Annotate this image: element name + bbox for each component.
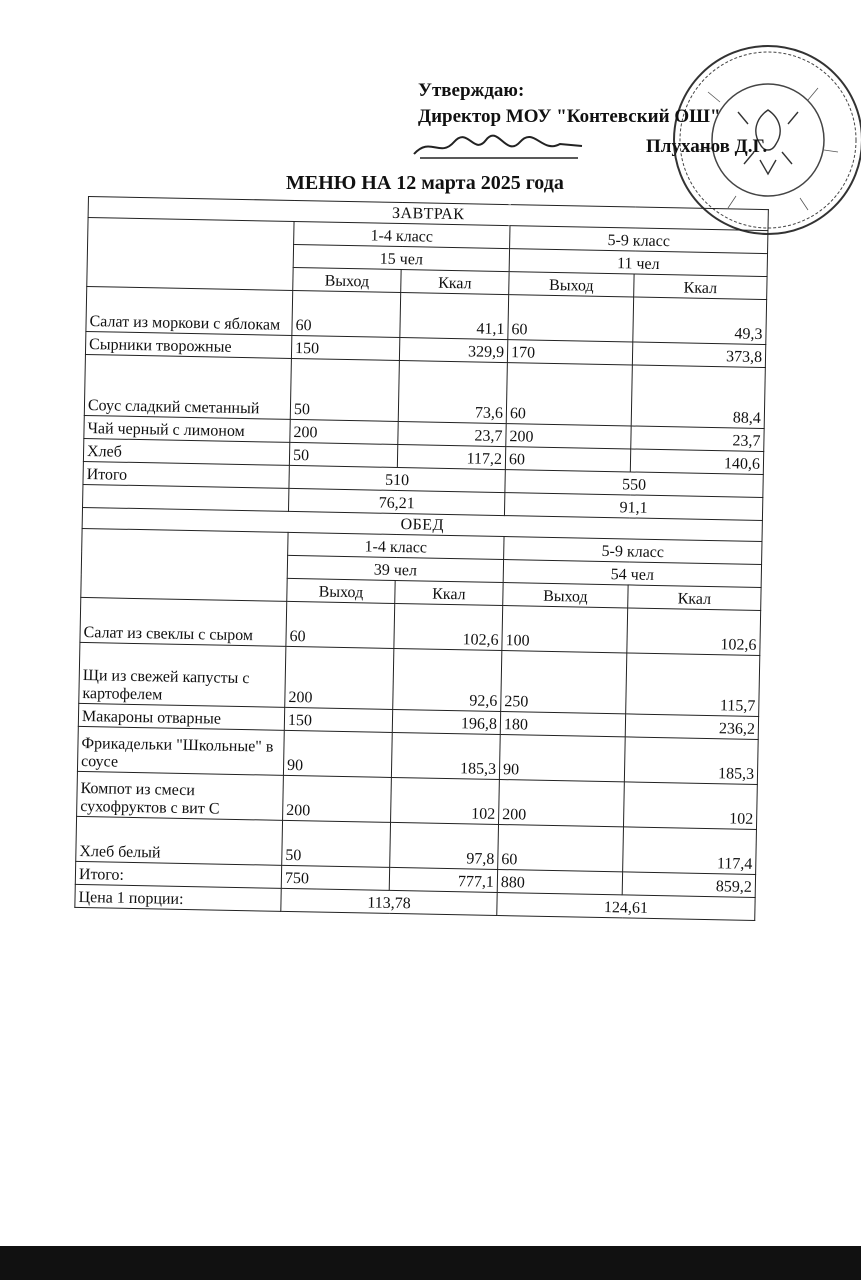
kcal-value: 92,6	[393, 648, 502, 711]
lunch-group2-label: 5-9 класс	[504, 537, 762, 565]
total-kcal: 777,1	[389, 867, 497, 892]
dish-name: Щи из свежей капусты с картофелем	[79, 642, 286, 707]
kcal-value: 102	[391, 777, 500, 824]
output-value: 100	[502, 606, 628, 653]
output-value: 200	[285, 646, 394, 709]
kcal-value: 373,8	[632, 342, 765, 368]
approver-name: Плуханов Д.Г.	[646, 136, 768, 157]
kcal-value: 23,7	[398, 421, 506, 446]
output-value: 180	[500, 712, 625, 737]
output-value: 60	[506, 363, 632, 426]
output-value: 200	[499, 780, 625, 827]
output-value: 250	[501, 651, 627, 714]
kcal-value: 185,3	[624, 737, 758, 785]
header-blank	[87, 218, 294, 291]
scan-edge-bar	[0, 1246, 861, 1280]
total-output: 750	[281, 865, 389, 890]
dish-name: Хлеб	[83, 438, 289, 465]
kcal-value: 102,6	[394, 603, 503, 650]
output-value: 200	[506, 424, 631, 449]
approver-position: Директор МОУ "Контевский ОШ"	[418, 106, 721, 127]
kcal-value: 102	[623, 782, 757, 830]
col-kcal: Ккал	[628, 585, 761, 611]
price-value: 113,78	[281, 888, 497, 915]
breakfast-heading: ЗАВТРАК	[88, 197, 768, 231]
kcal-value: 236,2	[625, 714, 758, 740]
kcal-value: 117,4	[623, 827, 757, 875]
breakfast-table	[74, 196, 769, 921]
output-value: 90	[283, 730, 392, 777]
lunch-group1-label: 1-4 класс	[288, 532, 504, 559]
breakfast-group2-label: 5-9 класс	[510, 226, 768, 254]
col-kcal: Ккал	[395, 580, 503, 605]
breakfast-group2-count: 11 чел	[509, 249, 767, 277]
price-value: 76,21	[288, 488, 504, 515]
dish-name: Салат из свеклы с сыром	[80, 597, 287, 646]
output-value: 170	[507, 340, 632, 365]
menu-document	[74, 196, 768, 921]
price-label: Цена 1 порции:	[75, 884, 281, 911]
dish-name: Сырники творожные	[85, 331, 291, 358]
breakfast-group1-label: 1-4 класс	[294, 221, 510, 248]
col-output: Выход	[287, 578, 395, 603]
price-value: 124,61	[497, 892, 755, 920]
kcal-value: 97,8	[390, 822, 499, 869]
approval-label: Утверждаю:	[418, 80, 525, 101]
kcal-value: 23,7	[631, 426, 764, 452]
output-value: 200	[290, 419, 398, 444]
lunch-group2-count: 54 чел	[503, 560, 761, 588]
output-value: 50	[289, 442, 397, 467]
output-value: 60	[505, 447, 630, 472]
lunch-group1-count: 39 чел	[287, 555, 503, 582]
output-value: 60	[498, 824, 624, 871]
total-label: Итого:	[75, 861, 281, 888]
output-value: 50	[282, 820, 391, 867]
total-value: 550	[505, 470, 763, 498]
kcal-value: 117,2	[397, 444, 505, 469]
lunch-heading: ОБЕД	[82, 507, 762, 541]
breakfast-group1-count: 15 чел	[293, 244, 509, 271]
col-output: Выход	[293, 267, 401, 292]
dish-name: Салат из моркови с яблокам	[86, 286, 293, 335]
dish-name: Чай черный с лимоном	[84, 415, 290, 442]
total-kcal: 859,2	[622, 872, 755, 898]
kcal-value: 140,6	[630, 449, 763, 475]
kcal-value: 115,7	[626, 653, 760, 717]
col-output: Выход	[503, 583, 628, 608]
kcal-value: 41,1	[400, 293, 509, 340]
dish-name: Макароны отварные	[78, 703, 284, 730]
handwritten-signature	[410, 128, 590, 169]
kcal-value: 49,3	[633, 297, 767, 345]
col-output: Выход	[509, 272, 634, 297]
output-value: 200	[283, 775, 392, 822]
kcal-value: 88,4	[631, 365, 765, 429]
output-value: 60	[508, 295, 634, 342]
kcal-value: 73,6	[398, 361, 507, 424]
dish-name: Соус сладкий сметанный	[84, 354, 291, 419]
menu-title: МЕНЮ НА 12 марта 2025 года	[286, 172, 564, 194]
kcal-value: 329,9	[399, 338, 507, 363]
output-value: 50	[290, 358, 399, 421]
output-value: 60	[286, 601, 395, 648]
total-label: Итого	[83, 461, 289, 488]
output-value: 150	[291, 335, 399, 360]
total-output: 880	[497, 869, 622, 894]
total-value: 510	[289, 465, 505, 492]
dish-name: Компот из смеси сухофруктов с вит С	[77, 771, 284, 820]
header-blank	[81, 528, 288, 601]
dish-name: Фрикадельки "Школьные" в соусе	[77, 726, 284, 775]
output-value: 150	[284, 707, 392, 732]
col-kcal: Ккал	[634, 274, 767, 300]
kcal-value: 102,6	[627, 608, 761, 656]
kcal-value: 196,8	[392, 709, 500, 734]
dish-name: Хлеб белый	[76, 816, 283, 865]
col-kcal: Ккал	[401, 270, 509, 295]
output-value: 60	[292, 290, 401, 337]
output-value: 90	[499, 735, 625, 782]
price-value: 91,1	[504, 493, 762, 521]
kcal-value: 185,3	[391, 732, 500, 779]
